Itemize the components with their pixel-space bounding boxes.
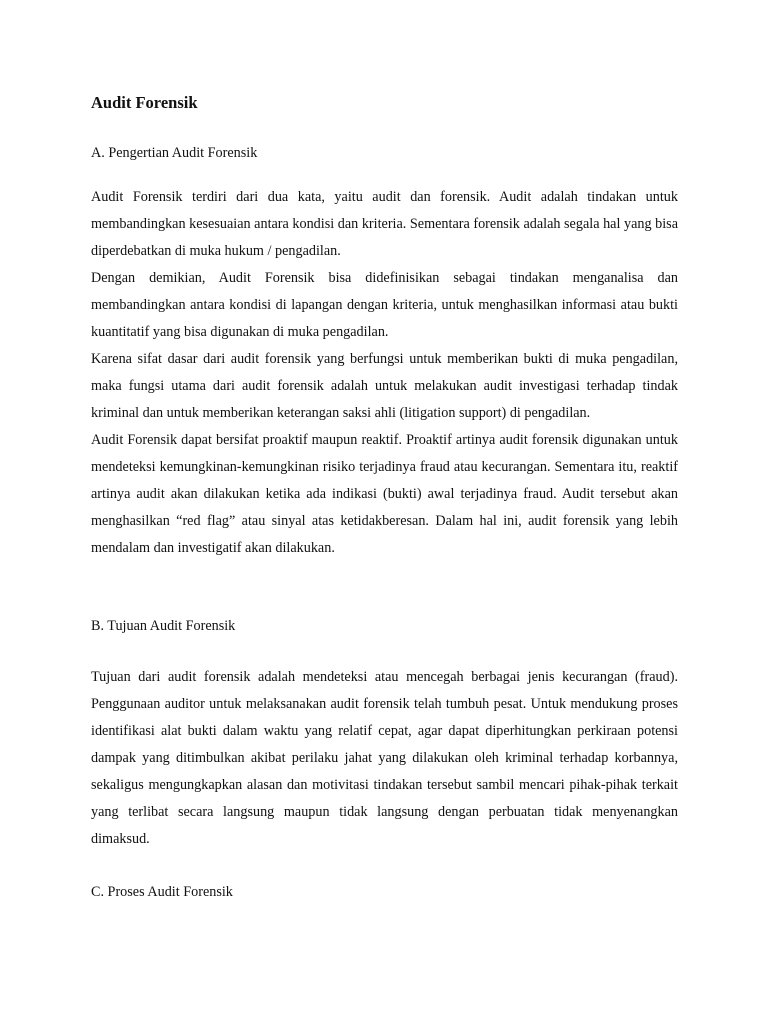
paragraph: Audit Forensik terdiri dari dua kata, yaitu audit dan forensik. Audit adalah tindakan untuk membandingkan kesesuaian antara kondisi dan kriteria. Sementara forensik adalah segala hal yang bisa diperdebatkan di muka hukum / pengadilan. bbox=[91, 189, 678, 259]
section-body-b bbox=[91, 664, 678, 853]
paragraph: Tujuan dari audit forensik adalah mendeteksi atau mencegah berbagai jenis kecurangan (fraud). Penggunaan auditor untuk melaksanakan audit forensik telah tumbuh pesat. Untuk mendukung proses identifikasi alat bukti dalam waktu yang relatif cepat, agar dapat diperhitungkan perkiraan potensi dampak yang ditimbulkan akibat perilaku jahat yang dilakukan oleh kriminal terhadap korbannya, sekaligus mengungkapkan alasan dan motivitasi tindakan tersebut sambil mencari pihak-pihak terkait yang terlibat secara langsung maupun tidak langsung dengan perbuatan tidak menyenangkan dimaksud. bbox=[91, 669, 678, 847]
section-heading-b: B. Tujuan Audit Forensik bbox=[91, 618, 236, 634]
document-title: Audit Forensik bbox=[91, 93, 198, 112]
paragraph: Karena sifat dasar dari audit forensik yang berfungsi untuk memberikan bukti di muka pengadilan, maka fungsi utama dari audit forensik adalah untuk melakukan audit investigasi terhadap tindak kriminal dan untuk memberikan keterangan saksi ahli (litigation support) di pengadilan. bbox=[91, 351, 678, 421]
section-body-a bbox=[91, 184, 678, 562]
paragraph: Dengan demikian, Audit Forensik bisa didefinisikan sebagai tindakan menganalisa dan membandingkan antara kondisi di lapangan dengan kriteria, untuk menghasilkan informasi atau bukti kuantitatif yang bisa digunakan di muka pengadilan. bbox=[91, 270, 678, 340]
paragraph: Audit Forensik dapat bersifat proaktif maupun reaktif. Proaktif artinya audit forensik digunakan untuk mendeteksi kemungkinan-kemungkinan risiko terjadinya fraud atau kecurangan. Sementara itu, reaktif artinya audit akan dilakukan ketika ada indikasi (bukti) awal terjadinya fraud. Audit tersebut akan menghasilkan “red flag” atau sinyal atas ketidakberesan. Dalam hal ini, audit forensik yang lebih mendalam dan investigatif akan dilakukan. bbox=[91, 432, 678, 556]
section-heading-a: A. Pengertian Audit Forensik bbox=[91, 145, 258, 161]
section-heading-c: C. Proses Audit Forensik bbox=[91, 884, 233, 900]
